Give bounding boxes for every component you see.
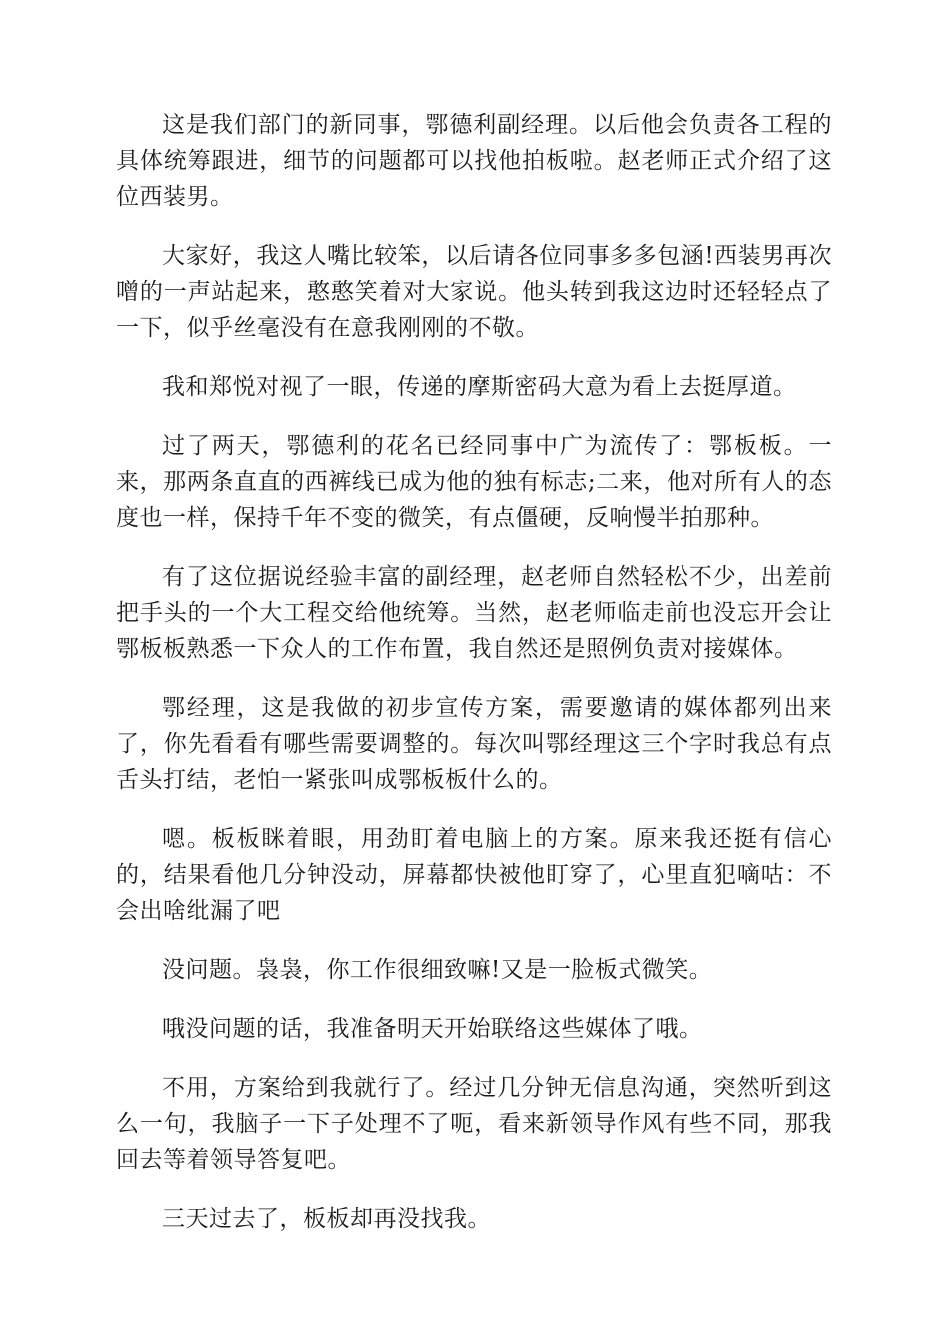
paragraph: 嗯。板板眯着眼，用劲盯着电脑上的方案。原来我还挺有信心的，结果看他几分钟没动，屏幕都快被他盯穿了，心里直犯嘀咕：不会出啥纰漏了吧 [116,826,832,924]
paragraph: 我和郑悦对视了一眼，传递的摩斯密码大意为看上去挺厚道。 [162,374,797,400]
paragraph: 没问题。袅袅，你工作很细致嘛!又是一脸板式微笑。 [162,957,713,983]
paragraph: 有了这位据说经验丰富的副经理，赵老师自然轻松不少，出差前把手头的一个大工程交给他统筹。当然，赵老师临走前也没忘开会让鄂板板熟悉一下众人的工作布置，我自然还是照例负责对接媒体。 [116,564,832,662]
paragraph: 大家好，我这人嘴比较笨，以后请各位同事多多包涵!西装男再次噌的一声站起来，憨憨笑着对大家说。他头转到我这边时还轻轻点了一下，似乎丝毫没有在意我刚刚的不敬。 [116,243,832,341]
paragraph: 这是我们部门的新同事，鄂德利副经理。以后他会负责各工程的具体统筹跟进，细节的问题都可以找他拍板啦。赵老师正式介绍了这位西装男。 [116,112,832,210]
paragraph: 过了两天，鄂德利的花名已经同事中广为流传了：鄂板板。一来，那两条直直的西裤线已成为他的独有标志;二来，他对所有人的态度也一样，保持千年不变的微笑，有点僵硬，反响慢半拍那种。 [116,433,832,531]
paragraph: 鄂经理，这是我做的初步宣传方案，需要邀请的媒体都列出来了，你先看看有哪些需要调整的。每次叫鄂经理这三个字时我总有点舌头打结，老怕一紧张叫成鄂板板什么的。 [116,695,832,793]
paragraph: 三天过去了，板板却再没找我。 [162,1206,491,1232]
paragraph: 不用，方案给到我就行了。经过几分钟无信息沟通，突然听到这么一句，我脑子一下子处理不了呃，看来新领导作风有些不同，那我回去等着领导答复吧。 [116,1075,832,1173]
paragraph: 哦没问题的话，我准备明天开始联络这些媒体了哦。 [162,1016,703,1042]
document-body [116,107,832,1260]
